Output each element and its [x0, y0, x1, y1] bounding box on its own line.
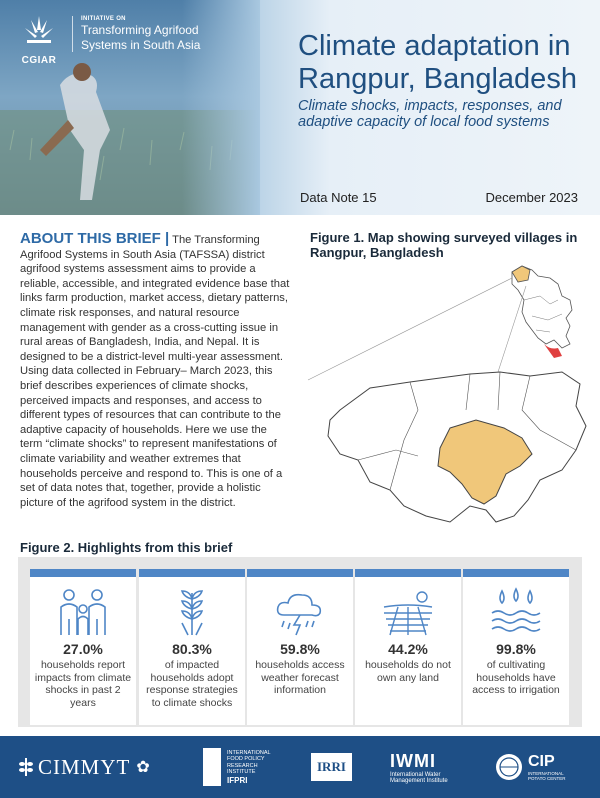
highlight-desc: of cultivating households have access to irrigation [472, 659, 560, 696]
figure2-title: Figure 2. Highlights from this brief [20, 540, 233, 555]
cip-sub1: INTERNATIONAL [528, 771, 564, 776]
ifpri-logo [203, 736, 271, 798]
highlight-desc: of impacted households adopt response strategies to climate shocks [146, 659, 238, 709]
iwmi-sub2: Management Institute [390, 777, 448, 784]
highlight-card-irrigation [463, 569, 569, 725]
ifpri-line1: INTERNATIONAL [227, 749, 271, 756]
water-icon [486, 583, 546, 639]
cimmyt-wheat-icon [18, 756, 34, 778]
ifpri-mark-icon [203, 748, 221, 786]
iwmi-text: IWMI [390, 750, 436, 771]
about-brief [20, 232, 290, 510]
storm-cloud-icon [270, 583, 330, 639]
ifpri-line4: INSTITUTE [227, 769, 256, 776]
irri-logo [311, 736, 352, 798]
header-banner [0, 0, 600, 215]
ifpri-line2: FOOD POLICY [227, 756, 265, 763]
data-note-number: Data Note 15 [300, 190, 377, 205]
wheat-icon [162, 583, 222, 639]
cimmyt-flower-icon: ✿ [136, 759, 150, 776]
page-subtitle: Climate shocks, impacts, responses, and adaptive capacity of local food systems [298, 98, 562, 130]
bangladesh-inset-map [512, 266, 572, 358]
initiative-label: INITIATIVE ON [81, 16, 126, 22]
publication-date: December 2023 [485, 190, 578, 205]
highlight-pct: 44.2% [388, 641, 428, 657]
cip-text: CIP [528, 753, 555, 770]
highlights-panel [18, 557, 582, 727]
cgiar-text: CGIAR [21, 55, 57, 66]
cgiar-logo [14, 12, 200, 66]
partner-logos-footer [0, 736, 600, 798]
highlight-desc: households report impacts from climate shocks in past 2 years [34, 659, 132, 709]
highlight-pct: 27.0% [63, 641, 103, 657]
highlight-pct: 80.3% [172, 641, 212, 657]
cip-globe-icon [494, 752, 524, 782]
iwmi-sub1: International Water [390, 771, 441, 778]
figure1-title: Figure 1. Map showing surveyed villages in Rangpur, Bangladesh [310, 230, 578, 260]
ifpri-line3: RESEARCH [227, 762, 258, 769]
highlight-card-land [355, 569, 461, 725]
about-heading: ABOUT THIS BRIEF | [20, 230, 170, 247]
cgiar-leaf-icon [19, 12, 59, 48]
cip-logo [494, 736, 566, 798]
family-icon [53, 583, 113, 639]
cimmyt-logo [18, 736, 150, 798]
rangpur-district-map [328, 372, 586, 522]
page-title [298, 30, 598, 96]
highlight-card-impacts [30, 569, 136, 725]
highlight-card-forecast [247, 569, 353, 725]
field-icon [378, 583, 438, 639]
about-text: The Transforming Agrifood Systems in South Asia (TAFSSA) district agrifood systems assessment aims to provide a reliable, accessible, and integrated evidence base that links farm production, market access, dietary patterns, climate risk responses, and natural resource management with gender as a cross-cutting issue in rural areas of Bangladesh, India, and Nepal. It is designed to be a district-level multi-year assessment. Using data collected in February– March 2023, this brief describes experiences of climate shocks, perceived impacts and responses, and access to different types of resources that can contribute to the adaptive capacity of households. Here we use the term “climate shocks” to represent manifestations of climate variability and weather extremes that households perceive and respond to. This is one of a set of data notes that, together, provide a holistic picture of the agrifood system in the district. [20, 234, 290, 509]
highlight-pct: 59.8% [280, 641, 320, 657]
highlight-card-responses [139, 569, 245, 725]
ifpri-acronym: IFPRI [227, 775, 248, 785]
title-line2: Rangpur, Bangladesh [298, 63, 577, 95]
rangpur-map [300, 260, 590, 540]
cimmyt-text: CIMMYT [38, 754, 131, 779]
highlight-pct: 99.8% [496, 641, 536, 657]
program-name-line1: Transforming Agrifood [81, 23, 199, 37]
highlight-desc: households do not own any land [365, 659, 451, 684]
highlight-desc: households access weather forecast information [255, 659, 345, 696]
program-name-line2: Systems in South Asia [81, 38, 201, 52]
title-line1: Climate adaptation in [298, 30, 571, 62]
cip-sub2: POTATO CENTER [528, 776, 566, 781]
iwmi-logo [390, 736, 448, 798]
irri-text: IRRI [311, 753, 352, 781]
